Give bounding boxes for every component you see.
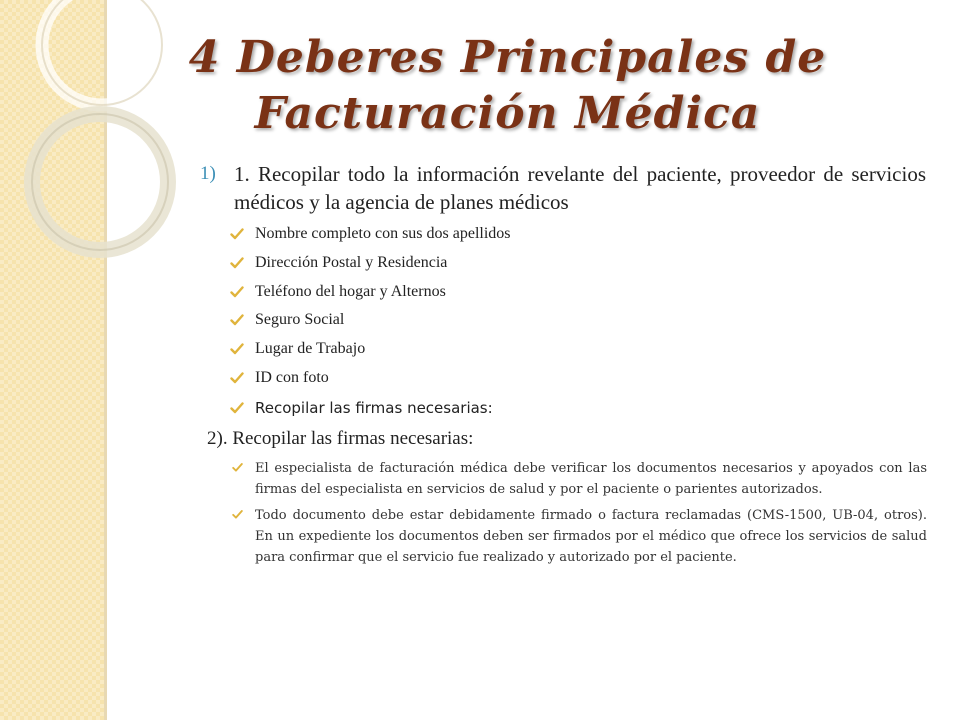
check-icon <box>230 401 244 415</box>
list-item <box>230 306 926 335</box>
section-1-text: 1. Recopilar todo la información revelante del paciente, proveedor de servicios médicos y la agencia de planes médicos <box>234 162 926 214</box>
list-item-text: El especialista de facturación médica debe verificar los documentos necesarios y apoyados con las firmas del especialista en servicios de salud y por el paciente o parientes autorizados. <box>255 461 927 497</box>
check-icon <box>230 285 244 299</box>
check-icon <box>230 371 244 385</box>
list-item <box>230 220 926 249</box>
list-item-label: Dirección Postal y Residencia <box>255 254 448 272</box>
list-item <box>230 392 926 424</box>
list-item-label: Seguro Social <box>255 311 345 329</box>
list-item <box>232 505 927 568</box>
deco-ring-bottom-outline <box>32 114 168 250</box>
section-1-marker: 1) <box>200 163 216 184</box>
list-item-label: Nombre completo con sus dos apellidos <box>255 225 511 243</box>
deco-ring-top <box>42 0 162 105</box>
section-2-checklist <box>232 458 927 573</box>
list-item <box>230 277 926 306</box>
list-item-label: Teléfono del hogar y Alternos <box>255 282 446 300</box>
check-icon <box>230 313 244 327</box>
list-item-label: Recopilar las firmas necesarias: <box>255 399 493 418</box>
section-1-checklist <box>230 220 926 424</box>
list-item-label: Lugar de Trabajo <box>255 340 366 358</box>
list-item-label: ID con foto <box>255 368 329 386</box>
check-icon <box>232 509 243 520</box>
list-item <box>230 335 926 364</box>
list-item <box>230 249 926 278</box>
section-1-heading <box>200 160 926 216</box>
list-item <box>232 458 927 500</box>
check-icon <box>232 462 243 473</box>
section-1 <box>200 160 926 424</box>
check-icon <box>230 227 244 241</box>
list-item <box>230 363 926 392</box>
list-item-text: Todo documento debe estar debidamente firmado o factura reclamadas (CMS-1500, UB-04, otros). En un expediente los documentos deben ser firmados por el médico que ofrece los servicios de salud para confirmar que el servicio fue realizado y autorizado por el paciente. <box>255 508 927 565</box>
check-icon <box>230 342 244 356</box>
check-icon <box>230 256 244 270</box>
slide-title: 4 Deberes Principales de Facturación Médica <box>188 32 827 139</box>
section-2-heading: 2). Recopilar las firmas necesarias: <box>207 428 474 449</box>
